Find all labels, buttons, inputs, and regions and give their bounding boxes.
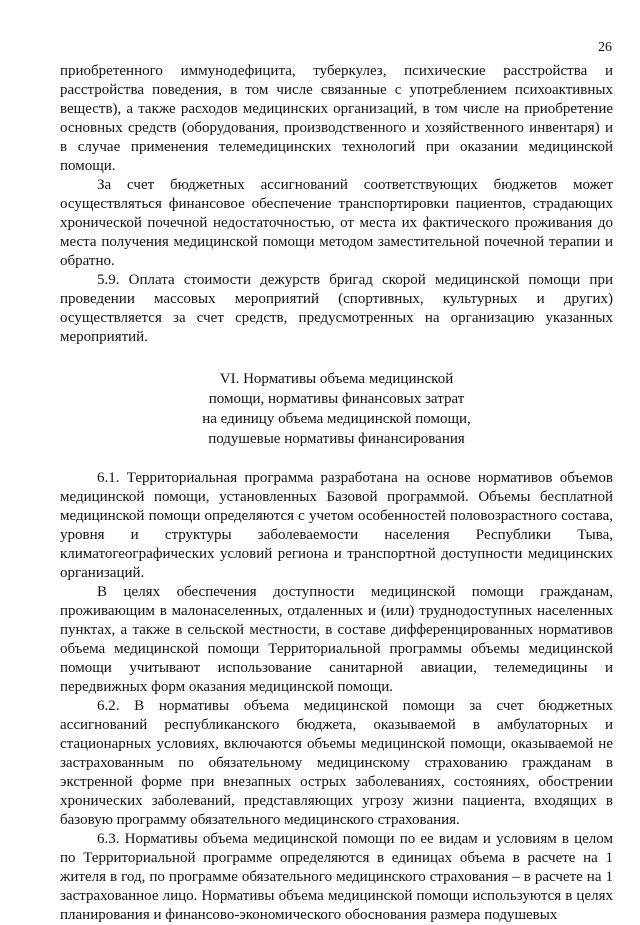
section-heading-line: помощи, нормативы финансовых затрат [208, 391, 465, 407]
paragraph-accessibility: В целях обеспечения доступности медицинской помощи гражданам, проживающим в малонаселенных, отдаленных и (или) труднодоступных населенных пунктах, а также в сельской местности, в составе дифференцированных нормативов объема медицинской помощи Территориальной программы объемы медицинской помощи учитывают использование санитарной авиации, телемедицины и передвижных форм оказания медицинской помощи. [60, 584, 613, 695]
paragraph-continuation: приобретенного иммунодефицита, туберкулез, психические расстройства и расстройства поведения, в том числе связанные с употреблением психоактивных веществ), а также расходов медицинских организаций, в том числе на приобретение основных средств (оборудования, производственного и хозяйственного инвентаря) и в случае применения телемедицинских технологий при оказании медицинской помощи. [60, 63, 613, 174]
section-heading-line: на единицу объема медицинской помощи, [202, 411, 471, 427]
page-number: 26 [598, 40, 612, 55]
paragraph-5-9: 5.9. Оплата стоимости дежурств бригад скорой медицинской помощи при проведении массовых мероприятий (спортивных, культурных и других) осуществляется за счет средств, предусмотренных на организацию указанных мероприятий. [60, 272, 613, 345]
section-heading [60, 369, 613, 449]
paragraph-6-1: 6.1. Территориальная программа разработана на основе нормативов объемов медицинской помощи, установленных Базовой программой. Объемы бесплатной медицинской помощи определяются с учетом особенностей половозрастного состава, уровня и структуры заболеваемости населения Республики Тыва, климатогеографических условий региона и транспортной доступности медицинских организаций. [60, 470, 613, 581]
paragraph-transport-funding: За счет бюджетных ассигнований соответствующих бюджетов может осуществляться финансовое обеспечение транспортировки пациентов, страдающих хронической почечной недостаточностью, от места их фактического проживания до места получения медицинской помощи методом заместительной почечной терапии и обратно. [60, 177, 613, 269]
section-heading-line: VI. Нормативы объема медицинской [219, 371, 454, 387]
paragraph-6-3: 6.3. Нормативы объема медицинской помощи по ее видам и условиям в целом по Территориальной программе определяются в единицах объема в расчете на 1 жителя в год, по программе обязательного медицинского страхования – в расчете на 1 застрахованное лицо. Нормативы объема медицинской помощи используются в целях планирования и финансово-экономического обоснования размера подушевых [60, 831, 613, 923]
document-body [60, 62, 613, 925]
section-heading-line: подушевые нормативы финансирования [208, 431, 465, 447]
paragraph-6-2: 6.2. В нормативы объема медицинской помощи за счет бюджетных ассигнований республиканского бюджета, оказываемой в амбулаторных и стационарных условиях, включаются объемы медицинской помощи, оказываемой не застрахованным по обязательному медицинскому страхованию гражданам в экстренной форме при внезапных острых заболеваниях, состояниях, обострении хронических заболеваний, представляющих угрозу жизни пациента, входящих в базовую программу обязательного медицинского страхования. [60, 698, 613, 828]
